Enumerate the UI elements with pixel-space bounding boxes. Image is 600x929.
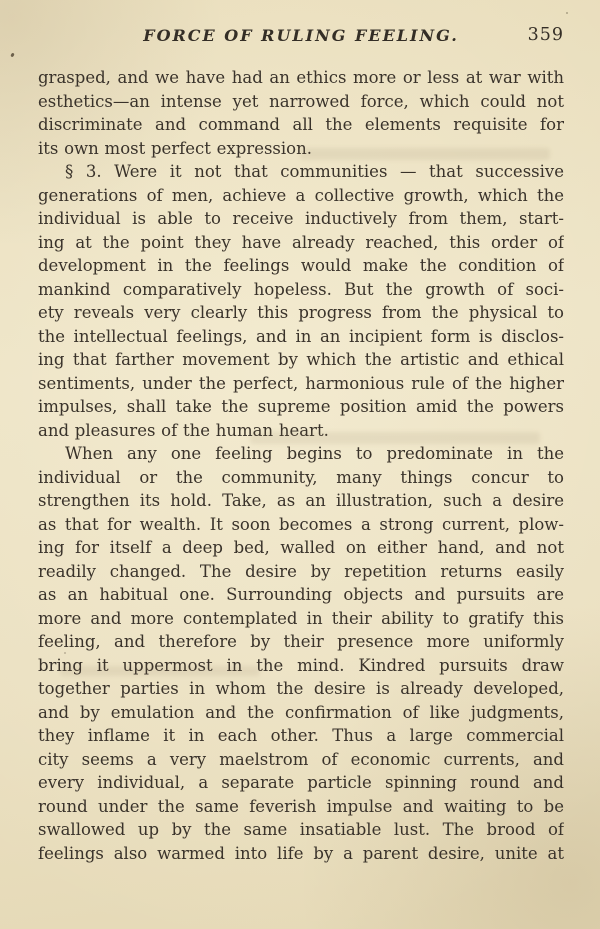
- show-through-smudge: [60, 666, 260, 676]
- text-line: they inflame it in each other. Thus a large commercial: [38, 726, 564, 745]
- scan-speck: [64, 652, 66, 654]
- text-line: ing that farther movement by which the artistic and ethical: [38, 350, 564, 369]
- text-line: mankind comparatively hopeless. But the growth of soci-: [38, 279, 564, 299]
- running-header: [38, 26, 564, 48]
- text-line: § 3. Were it not that communities — that successive: [65, 162, 564, 181]
- text-line: round under the same feverish impulse and waiting to be: [38, 796, 564, 816]
- page-number: 359: [527, 25, 564, 45]
- running-header-title: FORCE OF RULING FEELING.: [143, 26, 459, 45]
- text-line: and by emulation and the confirmation of like judgments,: [38, 702, 564, 722]
- text-line: bring it uppermost in the mind. Kindred pursuits draw: [38, 655, 564, 675]
- text-line: ing at the point they have already reached, this order of: [38, 232, 564, 252]
- text-line: individual or the community, many things concur to: [38, 467, 564, 487]
- text-line: together parties in whom the desire is already developed,: [38, 679, 564, 698]
- text-line: readily changed. The desire by repetition returns easily: [38, 561, 564, 581]
- text-line: as an habitual one. Surrounding objects and pursuits are: [38, 585, 564, 604]
- text-line: development in the feelings would make the condition of: [38, 256, 564, 275]
- scan-speck: [428, 297, 431, 299]
- scan-speck: [566, 12, 568, 14]
- text-line: generations of men, achieve a collective growth, which the: [38, 185, 564, 205]
- text-line: discriminate and command all the elements requisite for: [38, 115, 564, 134]
- text-line: the intellectual feelings, and in an incipient form is disclos-: [38, 326, 564, 346]
- text-line: When any one feeling begins to predominate in the: [65, 444, 564, 463]
- text-line: as that for wealth. It soon becomes a strong current, plow-: [38, 514, 564, 534]
- text-line: city seems a very maelstrom of economic currents, and: [38, 749, 564, 769]
- text-line: ing for itself a deep bed, walled on either hand, and not: [38, 538, 564, 557]
- text-line: ety reveals very clearly this progress from the physical to: [38, 303, 564, 322]
- text-line: individual is able to receive inductively from them, start-: [38, 209, 564, 228]
- text-line: swallowed up by the same insatiable lust. The brood of: [38, 820, 564, 839]
- text-line: sentiments, under the perfect, harmonious rule of the higher: [38, 373, 564, 393]
- text-line: its own most perfect expression.: [38, 138, 312, 158]
- text-line: strengthen its hold. Take, as an illustration, such a desire: [38, 491, 564, 510]
- body-text: [38, 66, 564, 865]
- show-through-smudge: [250, 432, 540, 444]
- text-line: feeling, and therefore by their presence more uniformly: [38, 632, 564, 651]
- text-line: grasped, and we have had an ethics more or less at war with: [38, 68, 564, 87]
- text-line: impulses, shall take the supreme position amid the powers: [38, 397, 564, 416]
- scan-speck: [10, 53, 15, 58]
- text-line: esthetics—an intense yet narrowed force, which could not: [38, 91, 564, 111]
- text-line: feelings also warmed into life by a parent desire, unite at: [38, 843, 564, 863]
- text-line: more and more contemplated in their ability to gratify this: [38, 608, 564, 628]
- text-line: and pleasures of the human heart.: [38, 420, 329, 440]
- text-line: every individual, a separate particle spinning round and: [38, 773, 564, 792]
- show-through-smudge: [300, 148, 550, 160]
